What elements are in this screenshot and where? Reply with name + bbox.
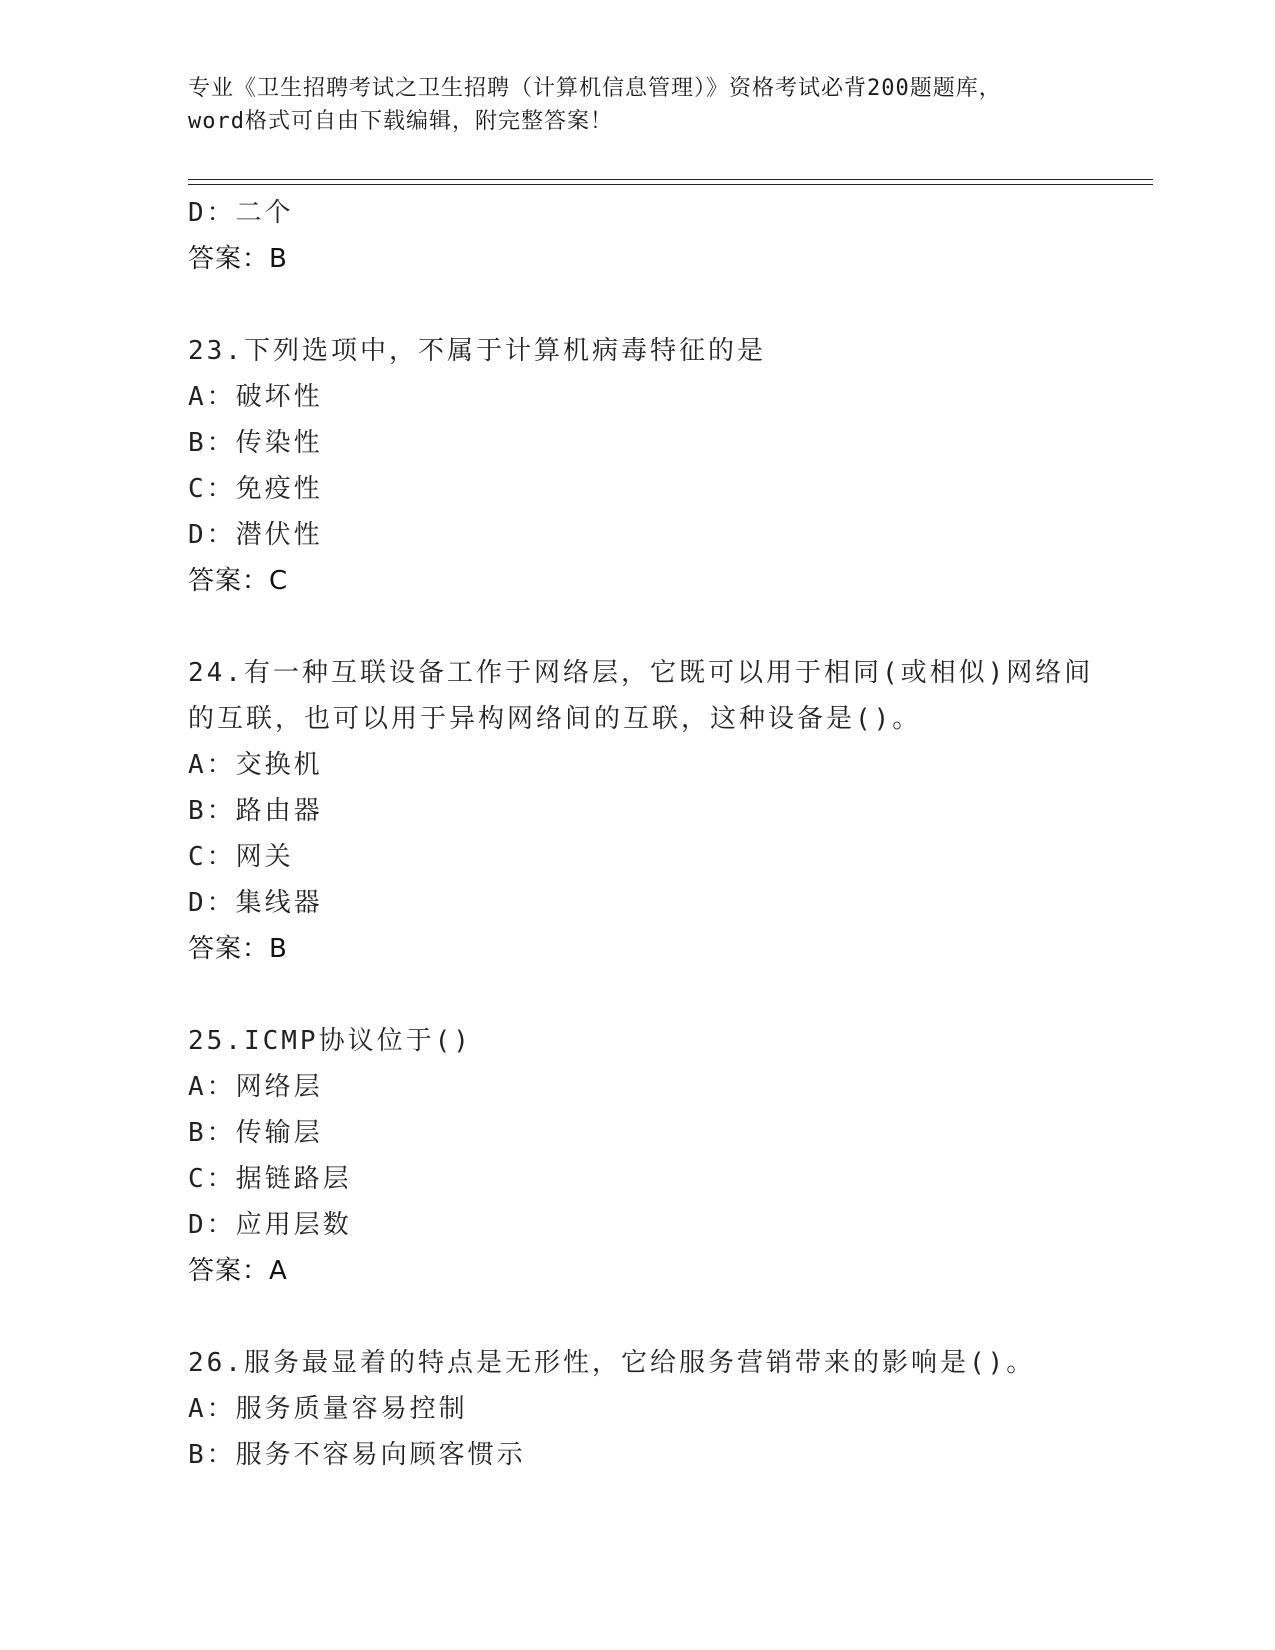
question-23-option-d: D：潜伏性: [188, 520, 323, 550]
header-title-line-1: 专业《卫生招聘考试之卫生招聘（计算机信息管理）》资格考试必背200题题库，: [188, 76, 1002, 101]
question-24-option-b: B：路由器: [188, 796, 323, 826]
question-24-text-line-1: 24.有一种互联设备工作于网络层，它既可以用于相同(或相似)网络间: [188, 658, 1094, 688]
question-23-option-c: C：免疫性: [188, 474, 323, 504]
question-23-option-b: B：传染性: [188, 428, 323, 458]
question-list: [188, 190, 1148, 1478]
answer-line: 答案：B: [188, 244, 288, 274]
question-23-text: 23.下列选项中，不属于计算机病毒特征的是: [188, 336, 766, 366]
question-24-text-line-2: 的互联，也可以用于异构网络间的互联，这种设备是()。: [188, 704, 922, 734]
question-26-option-b: B：服务不容易向顾客惯示: [188, 1440, 526, 1470]
question-25-answer: 答案：A: [188, 1256, 288, 1286]
question-24-option-a: A：交换机: [188, 750, 323, 780]
question-25-option-b: B：传输层: [188, 1118, 323, 1148]
header-title-line-2: word格式可自由下载编辑，附完整答案！: [188, 109, 613, 134]
question-25-option-a: A：网络层: [188, 1072, 323, 1102]
header-divider-bottom: [188, 184, 1153, 185]
question-25-option-d: D：应用层数: [188, 1210, 352, 1240]
option-d: D：二个: [188, 198, 294, 228]
question-24-option-d: D：集线器: [188, 888, 323, 918]
question-23-answer: 答案：C: [188, 566, 289, 596]
spacer: [188, 604, 1148, 650]
question-24-answer: 答案：B: [188, 934, 288, 964]
spacer: [188, 1294, 1148, 1340]
document-header: [188, 72, 1088, 138]
spacer: [188, 972, 1148, 1018]
question-25-text: 25.ICMP协议位于(): [188, 1026, 472, 1056]
question-24-option-c: C：网关: [188, 842, 294, 872]
question-26-text: 26.服务最显着的特点是无形性，它给服务营销带来的影响是()。: [188, 1348, 1036, 1378]
question-25-option-c: C：据链路层: [188, 1164, 352, 1194]
header-divider-top: [188, 179, 1153, 180]
question-26-option-a: A：服务质量容易控制: [188, 1394, 468, 1424]
spacer: [188, 282, 1148, 328]
question-23-option-a: A：破坏性: [188, 382, 323, 412]
